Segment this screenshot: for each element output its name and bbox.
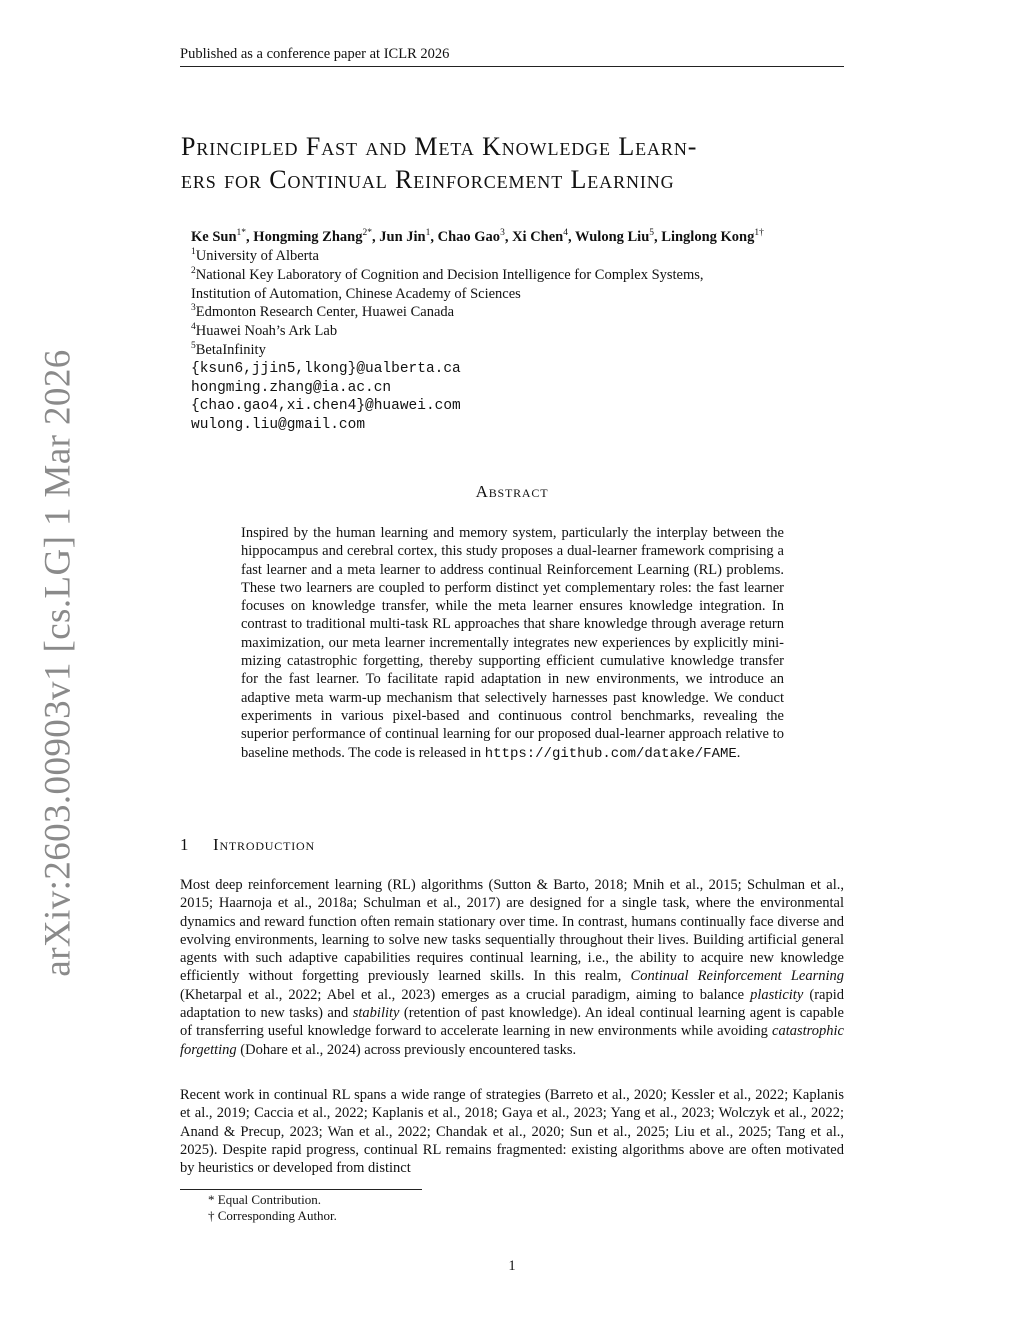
author-email[interactable]: {ksun6,jjin5,lkong}@ualberta.ca [191, 360, 461, 377]
abstract-body: Inspired by the human learning and memory system, particularly the interplay between the hippocampus and cerebral cortex, this study proposes a dual-learner framework comprising a fast learner and a meta learner to address continual Reinforcement Learning (RL) problems. These two learners are coupled to perform distinct yet complementary roles: the fast learner focuses on knowledge transfer, while the meta learner ensures knowledge integration. In contrast to traditional multi-task RL approaches that share knowledge through average return maximization, our meta learner incrementally integrates new experiences by explicitly minimizing catastrophic forgetting, thereby supporting efficient cumulative knowledge transfer for the fast learner. To facilitate rapid adaptation in new environments, we introduce an adaptive meta warm-up mechanism that selectively harnesses past knowledge. We conduct experiments in various pixel-based and continuous control benchmarks, revealing the superior performance of continual learning for our proposed dual-learner approach relative to baseline methods. The code is released in https://github.com/datake/FAME. [241, 525, 784, 762]
author-list [191, 228, 881, 247]
emphasized-term: Continual Reinforcement Learning [630, 968, 844, 985]
abstract-heading: Abstract [475, 482, 549, 501]
intro-paragraph-1 [180, 876, 844, 1059]
paragraph-text: (Dohare et al., 2024) across previously encountered tasks. [236, 1041, 577, 1058]
affiliation: Institution of Automation, Chinese Academy of Sciences [191, 285, 521, 302]
paragraph-text: (retention of past knowledge). An ideal continual learning agent is capable of transferring useful knowledge forward to accelerate learning in new environments while avoiding [180, 1005, 844, 1040]
running-head-text: Published as a conference paper at ICLR 2026 [180, 46, 450, 62]
affiliation: $^4$Huawei Noah’s Ark Lab [191, 322, 338, 340]
affiliation: $^2$National Key Laboratory of Cognition and Decision Intelligence for Complex Systems, [191, 265, 704, 283]
title-line-2: ers for Continual Reinforcement Learning [181, 165, 675, 194]
intro-paragraph-2: Recent work in continual RL spans a wide range of strategies (Barreto et al., 2020; Kessler et al., 2022; Kaplanis et al., 2019; Caccia et al., 2022; Kaplanis et al., 2018; Gaya et al., 2023; Yang et al., 2023; Wolczyk et al., 2022; Anand & Precup, 2023; Wan et al., 2022; Chandak et al., 2020; Sun et al., 2025; Liu et al., 2025; Tang et al., 2025). Despite rapid progress, continual RL remains fragmented: existing algorithms above are often motivated by heuristics or developed from distinct [180, 1087, 844, 1177]
paper-title [181, 130, 861, 196]
affiliation: $^5$BetaInfinity [191, 341, 266, 358]
author: Ke Sun$^{1*}$, [191, 228, 254, 245]
author: Xi Chen$^4$, [512, 228, 575, 245]
author-email[interactable]: wulong.liu@gmail.com [191, 417, 366, 434]
arxiv-identifier[interactable]: arXiv:2603.00903v1 [cs.LG] 1 Mar 2026 [37, 349, 79, 977]
section-heading-introduction [180, 835, 315, 855]
abstract-text: Inspired by the human learning and memory system, particularly the interplay between the hippocampus and cerebral cortex, this study proposes a dual-learner framework comprising a fast learner and a meta learner to address continual Reinforcement Learning (RL) problems. These two learners are coupled to perform distinct yet complementary roles: the fast learner focuses on knowledge transfer, while the meta learner ensures knowledge integration. In contrast to traditional multi-task RL approaches that share knowledge through average return maximization, our meta learner incrementally integrates new experiences by explicitly minimizing catastrophic forgetting, thereby supporting efficient cumulative knowledge transfer for the fast learner. To facilitate rapid adaptation in new environments, we introduce an adaptive meta warm-up mechanism that selectively harnesses past knowledge. We conduct experiments in various pixel-based and continuous control benchmarks, revealing the superior performance of continual learning for our proposed dual-learner approach relative to baseline methods. The code is released in [241, 525, 784, 761]
paragraph-text: (Khetarpal et al., 2022; Abel et al., 2023) emerges as a crucial paradigm, aiming to balance [180, 986, 751, 1003]
code-link[interactable]: https://github.com/datake/FAME [484, 745, 737, 762]
section-number: 1 [180, 835, 190, 854]
affiliation: $^3$Edmonton Research Center, Huawei Canada [191, 303, 455, 321]
emphasized-term: catastrophic forgetting [180, 1023, 844, 1058]
author: Wulong Liu$^5$, [574, 228, 662, 245]
author: Chao Gao$^3$, [437, 228, 513, 245]
author: Hongming Zhang$^{2*}$, [253, 228, 380, 245]
author: Linglong Kong$^{1\dagger}$ [661, 228, 764, 245]
footnotes [208, 1192, 337, 1224]
paragraph-text: Most deep reinforcement learning (RL) algorithms (Sutton & Barto, 2018; Mnih et al., 2015; Schulman et al., 2015; Haarnoja et al., 2018a; Schulman et al., 2017) are designed for a single task, where the environmental dynamics and reward function often remain stationary over time. In contrast, humans continually face diverse and evolving environments, learning to solve new tasks sequentially throughout their lives. Building artificial general agents with such adaptive capabilities requires continual learning, i.e., the ability to acquire new knowledge efficiently without forgetting previously learned skills. In this realm, [180, 877, 844, 985]
author: Jun Jin$^1$, [379, 228, 438, 245]
footnote: * Equal Contribution. [208, 1192, 322, 1207]
title-line-1: Principled Fast and Meta Knowledge Learn- [181, 132, 698, 161]
emphasized-term: stability [352, 1005, 400, 1022]
author-email[interactable]: hongming.zhang@ia.ac.cn [191, 379, 392, 396]
paragraph-text: (rapid adaptation to new tasks) and [180, 986, 844, 1022]
page-number: 1 [508, 1258, 516, 1274]
emphasized-term: plasticity [750, 986, 804, 1003]
section-title: Introduction [213, 835, 315, 854]
footnote: † Corresponding Author. [208, 1208, 337, 1223]
affiliations [191, 247, 851, 435]
running-header [180, 46, 844, 67]
author-email[interactable]: {chao.gao4,xi.chen4}@huawei.com [191, 398, 461, 415]
affiliation: $^1$University of Alberta [191, 247, 319, 264]
footnote-rule [180, 1189, 422, 1190]
